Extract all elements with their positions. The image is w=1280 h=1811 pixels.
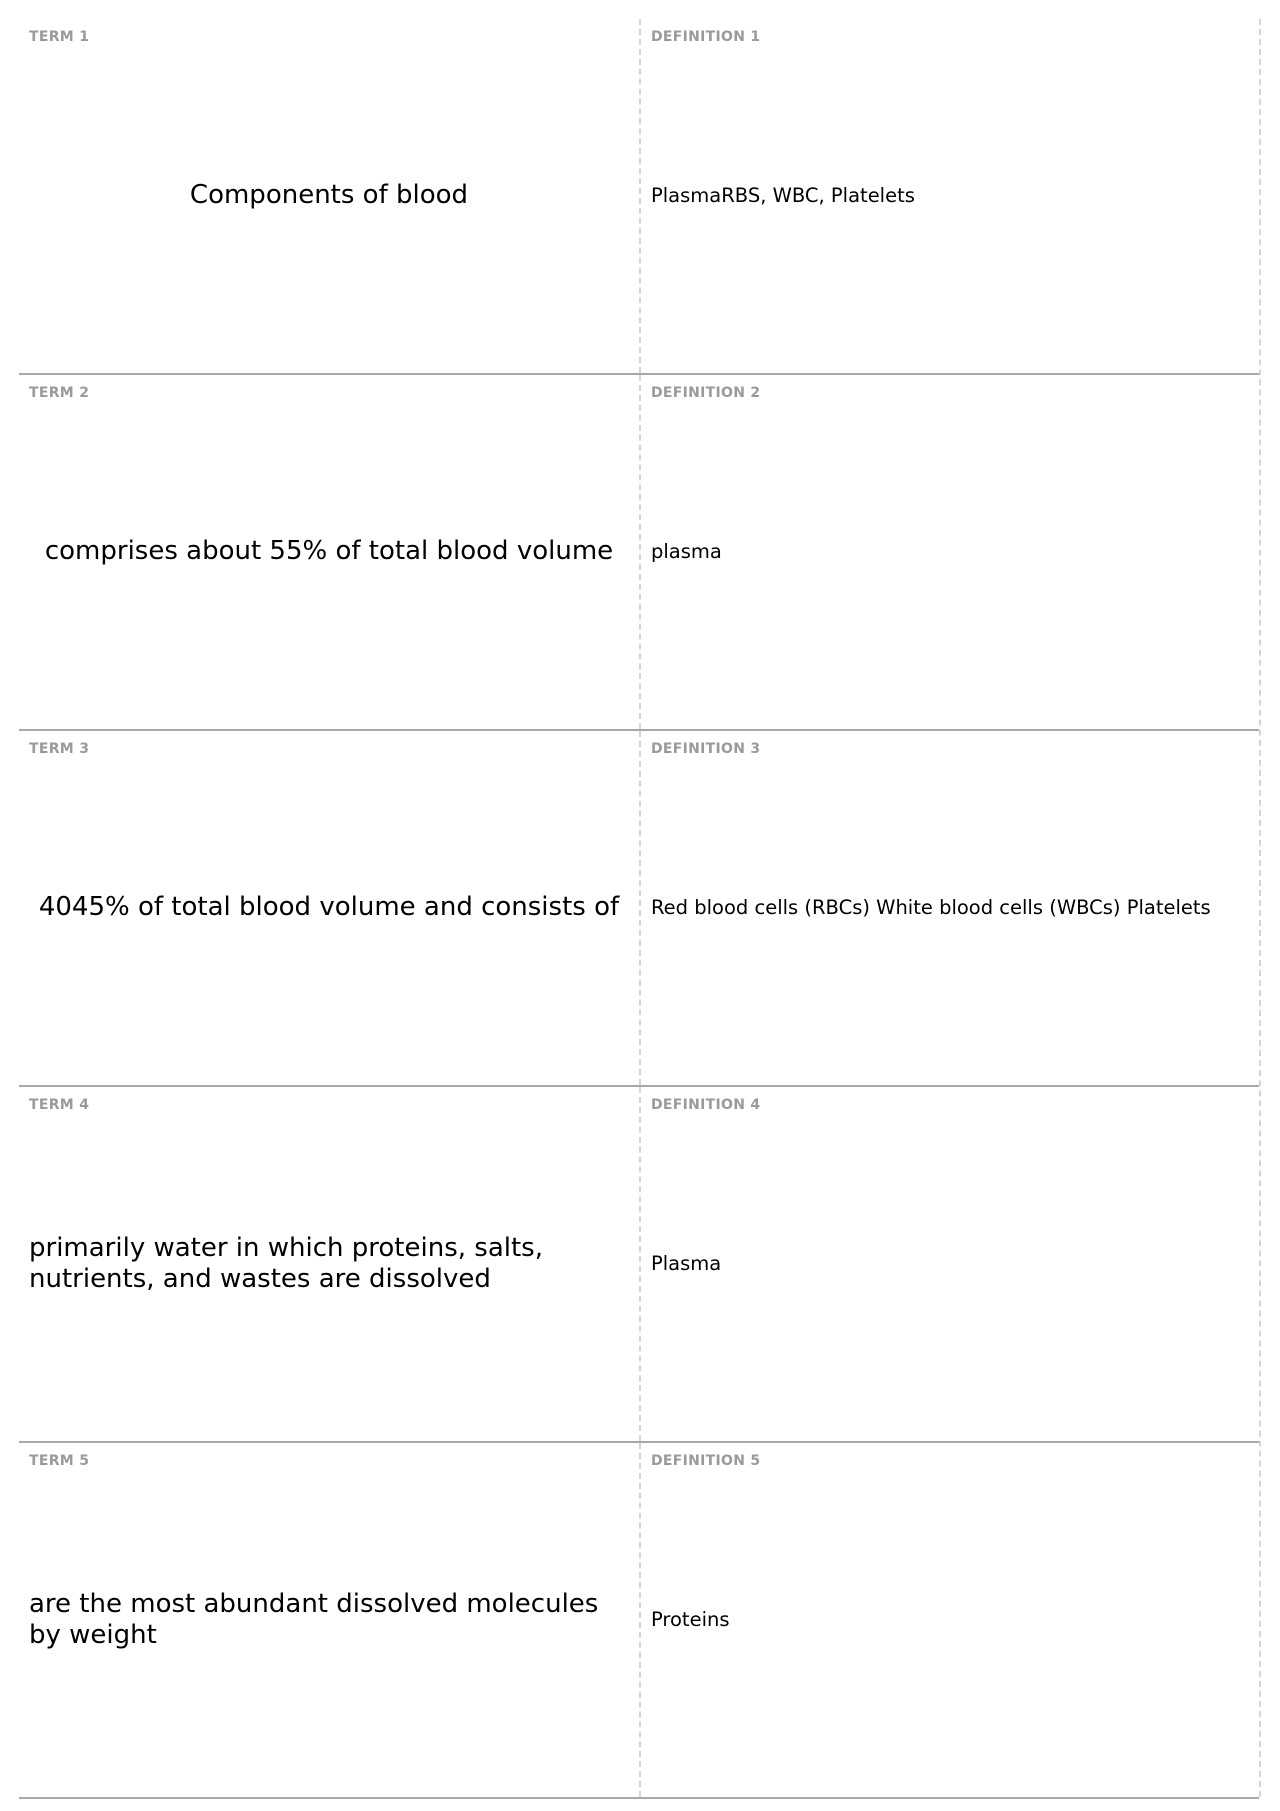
term-text: 4045% of total blood volume and consists of — [38, 892, 620, 923]
term-label: TERM 1 — [29, 29, 90, 45]
term-label: TERM 2 — [29, 385, 90, 401]
term-cell — [19, 1087, 641, 1441]
term-text: primarily water in which proteins, salts, nutrients, and wastes are dissolved — [29, 1232, 543, 1294]
definition-text: Red blood cells (RBCs) White blood cells (WBCs) Platelets — [651, 896, 1211, 920]
term-text: comprises about 55% of total blood volume — [44, 536, 614, 567]
term-label: TERM 4 — [29, 1097, 90, 1113]
definition-cell — [641, 731, 1259, 1085]
definition-label: DEFINITION 2 — [651, 385, 761, 401]
definition-label: DEFINITION 1 — [651, 29, 761, 45]
definition-cell — [641, 1087, 1259, 1441]
definition-text: plasma — [651, 540, 722, 564]
definition-cell — [641, 19, 1259, 373]
term-cell — [19, 1443, 641, 1797]
definition-label: DEFINITION 4 — [651, 1097, 761, 1113]
term-label: TERM 3 — [29, 741, 90, 757]
flashcard-row — [19, 731, 1259, 1087]
term-cell — [19, 375, 641, 729]
definition-text: PlasmaRBS, WBC, Platelets — [651, 184, 915, 208]
flashcard-row — [19, 1087, 1259, 1443]
term-text: are the most abundant dissolved molecules by weight — [29, 1588, 599, 1650]
flashcard-row — [19, 1443, 1259, 1799]
definition-cell — [641, 1443, 1259, 1797]
flashcard-row — [19, 19, 1259, 375]
definition-text: Plasma — [651, 1252, 722, 1276]
definition-cell — [641, 375, 1259, 729]
term-text: Components of blood — [189, 180, 469, 211]
definition-label: DEFINITION 3 — [651, 741, 761, 757]
term-cell — [19, 731, 641, 1085]
term-label: TERM 5 — [29, 1453, 90, 1469]
definition-text: Proteins — [651, 1608, 730, 1632]
flashcard-sheet — [19, 19, 1261, 1797]
term-cell — [19, 19, 641, 373]
definition-label: DEFINITION 5 — [651, 1453, 761, 1469]
flashcard-row — [19, 375, 1259, 731]
